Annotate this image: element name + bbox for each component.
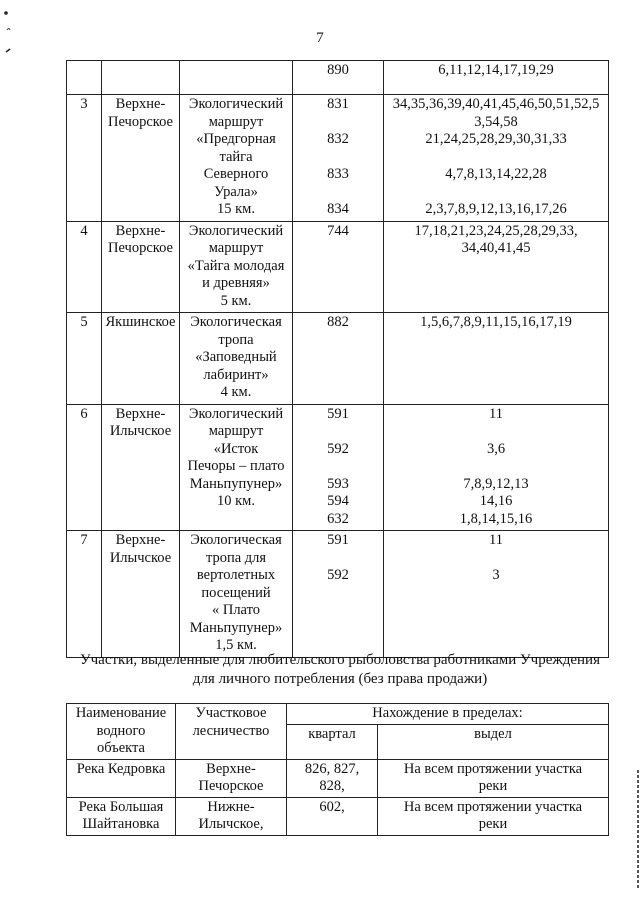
row-number: 6: [67, 404, 102, 531]
fishing-section-title: Участки, выделенные для любительского рыболовства работниками Учреждения для личного потребления (без права продажи): [80, 652, 600, 687]
table-row: [67, 531, 609, 658]
route-name-cell: Экологический маршрут «Исток Печоры – плато Маньпупунер» 10 км.: [180, 404, 293, 531]
header-location: Нахождение в пределах:: [287, 704, 609, 725]
row-number: 3: [67, 95, 102, 222]
table-row: [67, 61, 609, 95]
vydel-cell: 17,18,21,23,24,25,28,29,33, 34,40,41,45: [384, 221, 609, 313]
kvartal-cell: 890: [293, 61, 384, 95]
vydel-cell: 11 3,6 7,8,9,12,13 14,16 1,8,14,15,16: [384, 404, 609, 531]
row-number: 5: [67, 313, 102, 405]
table-row: [67, 797, 609, 835]
table-row: [67, 404, 609, 531]
table-header-row: [67, 704, 609, 725]
kvartal-cell: 591 592 593 594 632: [293, 404, 384, 531]
kvartal-cell: 744: [293, 221, 384, 313]
vydel-cell: На всем протяжении участка реки: [378, 759, 609, 797]
lesnichestvo-cell: Верхне- Печорское: [102, 95, 180, 222]
kvartal-cell: 591 592: [293, 531, 384, 658]
water-body-cell: Река Большая Шайтановка: [67, 797, 176, 835]
fishing-table: [66, 703, 609, 836]
scan-edge-marks: [634, 770, 640, 890]
row-number: 7: [67, 531, 102, 658]
lesnichestvo-cell: Нижне- Илычское,: [176, 797, 287, 835]
kvartal-cell: 826, 827, 828,: [287, 759, 378, 797]
lesnichestvo-cell: Верхне- Илычское: [102, 404, 180, 531]
vydel-cell: 34,35,36,39,40,41,45,46,50,51,52,5 3,54,58 21,24,25,28,29,30,31,33 4,7,8,13,14,22,28 2,3,7,8,9,12,13,16,17,26: [384, 95, 609, 222]
route-name-cell: Экологический маршрут «Предгорная тайга Северного Урала» 15 км.: [180, 95, 293, 222]
kvartal-cell: 831 832 833 834: [293, 95, 384, 222]
table-row: [67, 95, 609, 222]
row-number: 4: [67, 221, 102, 313]
vydel-cell: 11 3: [384, 531, 609, 658]
vydel-cell: На всем протяжении участка реки: [378, 797, 609, 835]
page-number: 7: [316, 30, 324, 46]
lesnichestvo-cell: Верхне- Печорское: [102, 221, 180, 313]
vydel-cell: 1,5,6,7,8,9,11,15,16,17,19: [384, 313, 609, 405]
route-name-cell: Экологический маршрут «Тайга молодая и древняя» 5 км.: [180, 221, 293, 313]
header-vydel: выдел: [378, 724, 609, 759]
table-row: [67, 759, 609, 797]
table-row: [67, 313, 609, 405]
route-name-cell: Экологическая тропа «Заповедный лабиринт» 4 км.: [180, 313, 293, 405]
lesnichestvo-cell: Якшинское: [102, 313, 180, 405]
lesnichestvo-cell: Верхне- Илычское: [102, 531, 180, 658]
vydel-cell: 6,11,12,14,17,19,29: [384, 61, 609, 95]
kvartal-cell: 882: [293, 313, 384, 405]
kvartal-cell: 602,: [287, 797, 378, 835]
header-lesnichestvo: Участковое лесничество: [176, 704, 287, 760]
header-water-body: Наименование водного объекта: [67, 704, 176, 760]
water-body-cell: Река Кедровка: [67, 759, 176, 797]
margin-scan-marks: [2, 8, 14, 68]
lesnichestvo-cell: Верхне- Печорское: [176, 759, 287, 797]
routes-table: [66, 60, 609, 658]
header-kvartal: квартал: [287, 724, 378, 759]
route-name-cell: Экологическая тропа для вертолетных посещений « Плато Маньпупунер» 1,5 км.: [180, 531, 293, 658]
table-row: [67, 221, 609, 313]
